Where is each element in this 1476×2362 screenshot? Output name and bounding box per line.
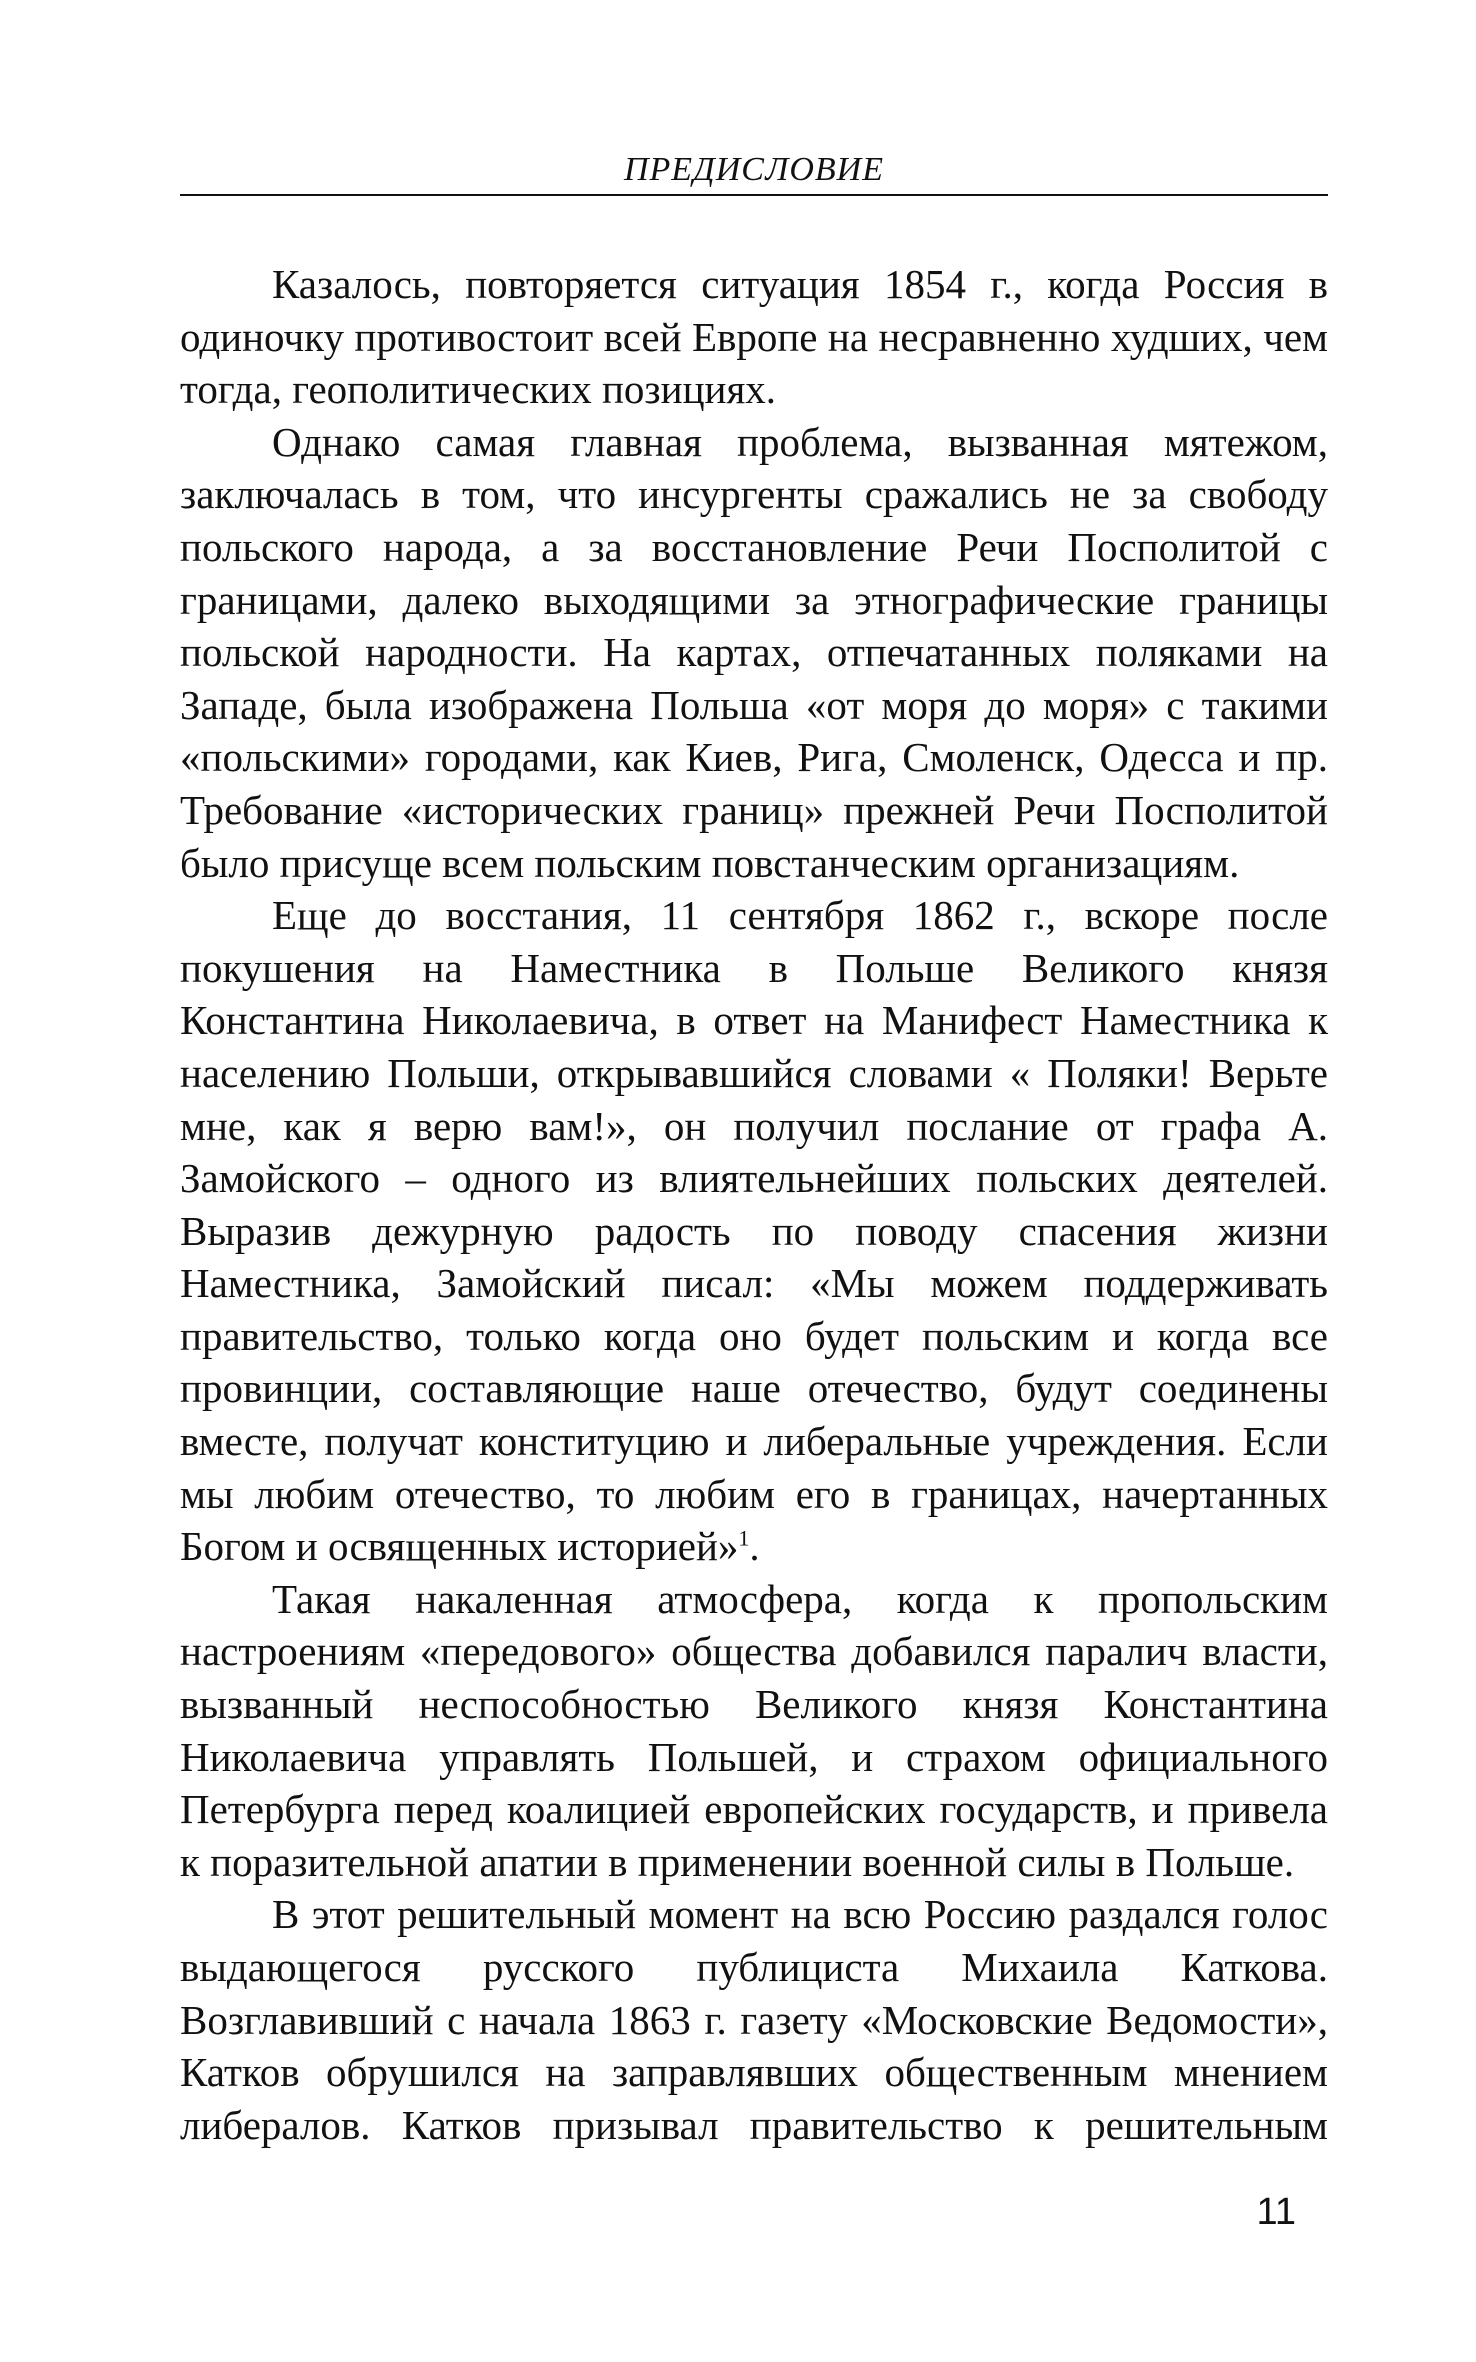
paragraph-tail: . (749, 1523, 760, 1570)
paragraph-text: Еще до восстания, 11 сентября 1862 г., вскоре после покушения на Наместника в Польше Великого князя Константина Николаевича, в ответ на Манифест Наместника к населению Польши, открывавшийся словами « Поляки! Верьте мне, как я верю вам!», он получил послание от графа А. Замойского – одного из влиятельнейших польских деятелей. Выразив дежурную радость по поводу спасения жизни Наместника, Замойский писал: «Мы можем поддерживать правительство, только когда оно будет польским и когда все провинции, составляющие наше отечество, будут соединены вместе, получат конституцию и либеральные учреждения. Если мы любим отечество, то любим его в границах, начертанных Богом и освященных историей» (180, 892, 1328, 1570)
paragraph-5 (180, 1888, 1328, 2151)
paragraph-3 (180, 889, 1328, 1573)
paragraph-text: Однако самая главная проблема, вызванная мятежом, заключалась в том, что инсургенты сражались не за свободу польского народа, а за восстановление Речи Посполитой с границами, далеко выходящими за этнографические границы польской народности. На картах, отпечатанных поляками на Западе, была изображена Польша «от моря до моря» с такими «польскими» городами, как Киев, Рига, Смоленск, Одесса и пр. Требование «исторических границ» прежней Речи Посполитой было присуще всем польским повстанческим организациям. (180, 418, 1328, 886)
page-body (180, 258, 1328, 2151)
paragraph-4 (180, 1573, 1328, 1889)
page-number: 11 (1256, 2191, 1296, 2233)
paragraph-2 (180, 416, 1328, 889)
footnote-marker[interactable]: 1 (738, 1525, 750, 1551)
paragraph-text: Казалось, повторяется ситуация 1854 г., когда Россия в одиночку противостоит всей Европе на несравненно худших, чем тогда, геополитических позициях. (180, 261, 1328, 413)
paragraph-1 (180, 258, 1328, 416)
paragraph-text: Такая накаленная атмосфера, когда к пропольским настроениям «передового» общества добавился паралич власти, вызванный неспособностью Великого князя Константина Николаевича управлять Польшей, и страхом официального Петербурга перед коалицией европейских государств, и привела к поразительной апатии в применении военной силы в Польше. (180, 1575, 1328, 1885)
running-header: ПРЕДИСЛОВИЕ (623, 151, 885, 188)
paragraph-text: В этот решительный момент на всю Россию раздался голос выдающегося русского публициста Михаила Каткова. Возглавивший с начала 1863 г. газету «Московские Ведомости», Катков обрушился на заправлявших общественным мнением либералов. Катков призывал правительство к решительным (180, 1891, 1328, 2148)
header-divider (180, 194, 1328, 196)
